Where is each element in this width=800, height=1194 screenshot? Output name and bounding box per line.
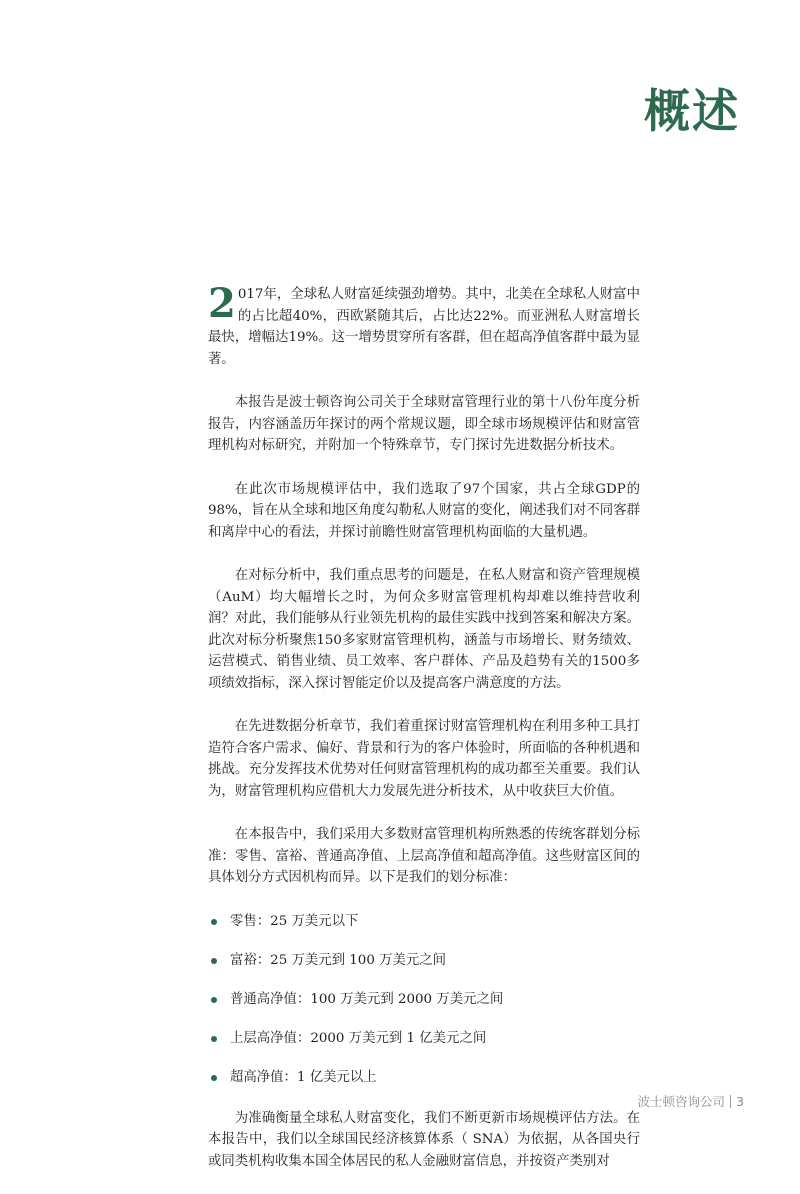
paragraph-segmentation: 在本报告中，我们采用大多数财富管理机构所熟悉的传统客群划分标准：零售、富裕、普通高净值、上层高净值和超高净值。这些财富区间的具体划分方式因机构而异。以下是我们的划分标准： [208,827,640,885]
publisher-name: 波士顿咨询公司 [637,1094,726,1109]
paragraph-report-overview: 本报告是波士顿咨询公司关于全球财富管理行业的第十八份年度分析报告，内容涵盖历年探讨的两个常规议题，即全球市场规模评估和财富管理机构对标研究，并附加一个特殊章节，专门探讨先进数据分析技术。 [208,395,640,453]
criteria-text: 富裕：25 万美元到 100 万美元之间 [230,952,447,968]
bullet-icon [211,1075,217,1081]
page-number: 3 [736,1094,744,1109]
bullet-icon [211,997,217,1003]
paragraph-methodology: 为准确衡量全球私人财富变化，我们不断更新市场规模评估方法。在本报告中，我们以全球国民经济核算体系（ SNA）为依据，从各国央行或同类机构收集本国全体居民的私人金融财富信息，并按资产类别对 [208,1110,640,1169]
intro-text: 017年，全球私人财富延续强劲增势。其中，北美在全球私人财富中的占比超40%，西欧紧随其后，占比达22%。而亚洲私人财富增长最快，增幅达19%。这一增势贯穿所有客群，但在超高净值客群中最为显著。 [208,287,640,367]
intro-paragraph [208,280,640,370]
bullet-icon [211,1036,217,1042]
criteria-text: 零售：25 万美元以下 [230,913,359,929]
page-title: 概述 [644,84,740,138]
page-footer [638,1092,744,1110]
bullet-icon [211,919,217,925]
drop-cap: 2 [208,280,236,327]
list-item [208,989,640,1010]
criteria-text: 上层高净值：2000 万美元到 1 亿美元之间 [230,1030,487,1046]
list-item [208,911,640,932]
bullet-icon [211,958,217,964]
report-body [208,280,640,1194]
list-item [208,1067,640,1088]
list-item [208,950,640,971]
criteria-text: 超高净值：1 亿美元以上 [230,1069,377,1085]
paragraph-market-sizing: 在此次市场规模评估中，我们选取了97个国家，共占全球GDP的98%，旨在从全球和地区角度勾勒私人财富的变化，阐述我们对不同客群和离岸中心的看法，并探讨前瞻性财富管理机构面临的大量机遇。 [208,481,640,540]
footer-divider [730,1095,731,1108]
segment-criteria-list [208,911,640,1088]
paragraph-advanced-analytics: 在先进数据分析章节，我们着重探讨财富管理机构在利用多种工具打造符合客户需求、偏好、背景和行为的客户体验时，所面临的各种机遇和挑战。充分发挥技术优势对任何财富管理机构的成功都至关重要。我们认为，财富管理机构应借机大力发展先进分析技术，从中收获巨大价值。 [208,719,640,799]
list-item [208,1028,640,1049]
criteria-text: 普通高净值：100 万美元到 2000 万美元之间 [230,991,504,1007]
paragraph-benchmarking: 在对标分析中，我们重点思考的问题是，在私人财富和资产管理规模（AuM）均大幅增长之时，为何众多财富管理机构却难以维持营收利润？对此，我们能够从行业领先机构的最佳实践中找到答案和解决方案。此次对标分析聚焦150多家财富管理机构，涵盖与市场增长、财务绩效、运营模式、销售业绩、员工效率、客户群体、产品及趋势有关的1500多项绩效指标，深入探讨智能定价以及提高客户满意度的方法。 [208,568,640,691]
